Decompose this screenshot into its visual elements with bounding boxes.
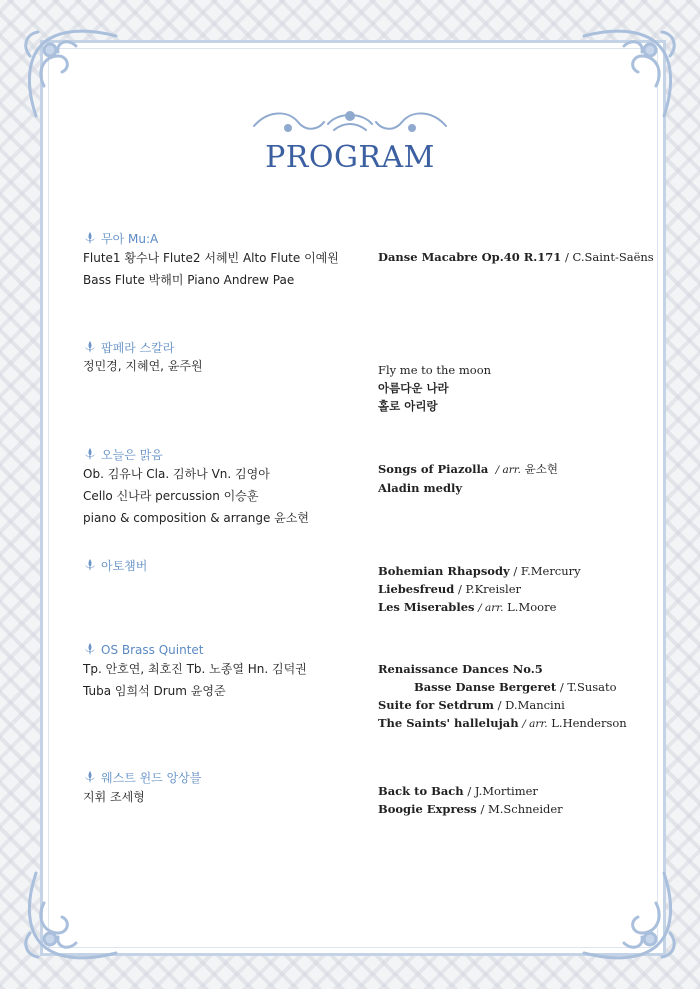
- performer-line: Cello 신나라 percussion 이승훈: [83, 489, 259, 503]
- piece-list: [378, 782, 563, 818]
- performer-list: [83, 247, 339, 291]
- performer-line: piano & composition & arrange 윤소현: [83, 511, 309, 525]
- performer-list: [83, 786, 145, 808]
- group-name: 무아 Mu:A: [101, 232, 159, 246]
- performer-line: 정민경, 지혜연, 윤주원: [83, 359, 203, 373]
- piece-list: [378, 248, 654, 266]
- corner-flourish-ornament: [16, 16, 126, 126]
- piece-item: Back to Bach / J.Mortimer: [378, 784, 538, 798]
- group-heading: [83, 642, 204, 657]
- corner-flourish-ornament: [16, 863, 126, 973]
- piece-item: 아름다운 나라: [378, 381, 449, 395]
- performer-list: [83, 463, 309, 529]
- piece-item: Basse Danse Bergeret / T.Susato: [414, 680, 617, 694]
- fleur-de-lis-icon: [83, 770, 97, 784]
- group-name: OS Brass Quintet: [101, 643, 204, 657]
- piece-item: Aladin medly: [378, 481, 463, 495]
- piece-item: Songs of Piazolla / arr. 윤소현: [378, 462, 558, 476]
- group-heading: [83, 446, 163, 463]
- piece-item: Liebesfreud / P.Kreisler: [378, 582, 522, 596]
- piece-item: Les Miserables / arr. L.Moore: [378, 600, 557, 614]
- performer-line: Bass Flute 박해미 Piano Andrew Pae: [83, 273, 295, 287]
- group-name: 웨스트 윈드 앙상블: [101, 771, 202, 785]
- piece-list: [378, 460, 558, 497]
- group-name: 오늘은 맑음: [101, 448, 163, 462]
- performer-line: Flute1 황수나 Flute2 서혜빈 Alto Flute 이예원: [83, 251, 339, 265]
- group-heading: [83, 769, 201, 786]
- piece-item: Boogie Express / M.Schneider: [378, 802, 563, 816]
- piece-item: Bohemian Rhapsody / F.Mercury: [378, 564, 581, 578]
- piece-item: Renaissance Dances No.5: [378, 662, 543, 676]
- performer-line: Tp. 안호연, 최호진 Tb. 노종열 Hn. 김덕권: [83, 662, 307, 676]
- performer-list: [83, 658, 307, 702]
- piece-item: Danse Macabre Op.40 R.171 / C.Saint-Saëns: [378, 250, 654, 264]
- piece-list: [378, 361, 491, 415]
- piece-list: [378, 562, 581, 617]
- performer-line: Tuba 임희석 Drum 윤영준: [83, 684, 226, 698]
- page-title: PROGRAM: [265, 140, 435, 175]
- piece-item: Fly me to the moon: [378, 363, 492, 377]
- piece-list: [378, 660, 627, 733]
- fleur-de-lis-icon: [83, 340, 97, 354]
- piece-item: Suite for Setdrum / D.Mancini: [378, 698, 565, 712]
- fleur-de-lis-icon: [83, 558, 97, 572]
- group-name: 팝페라 스칼라: [101, 341, 175, 355]
- corner-flourish-ornament: [574, 16, 684, 126]
- performer-line: 지휘 조세형: [83, 790, 145, 804]
- corner-flourish-ornament: [574, 863, 684, 973]
- title-flourish-ornament: [248, 102, 452, 142]
- performer-list: [83, 355, 203, 377]
- group-name: 아토첌버: [101, 559, 148, 573]
- piece-item: 홀로 아리랑: [378, 399, 438, 413]
- fleur-de-lis-icon: [83, 642, 97, 656]
- group-heading: [83, 557, 147, 574]
- fleur-de-lis-icon: [83, 447, 97, 461]
- group-heading: [83, 339, 174, 356]
- fleur-de-lis-icon: [83, 231, 97, 245]
- piece-item: The Saints' hallelujah / arr. L.Henderson: [378, 716, 627, 730]
- performer-line: Ob. 김유나 Cla. 김하나 Vn. 김영아: [83, 467, 270, 481]
- group-heading: [83, 230, 158, 247]
